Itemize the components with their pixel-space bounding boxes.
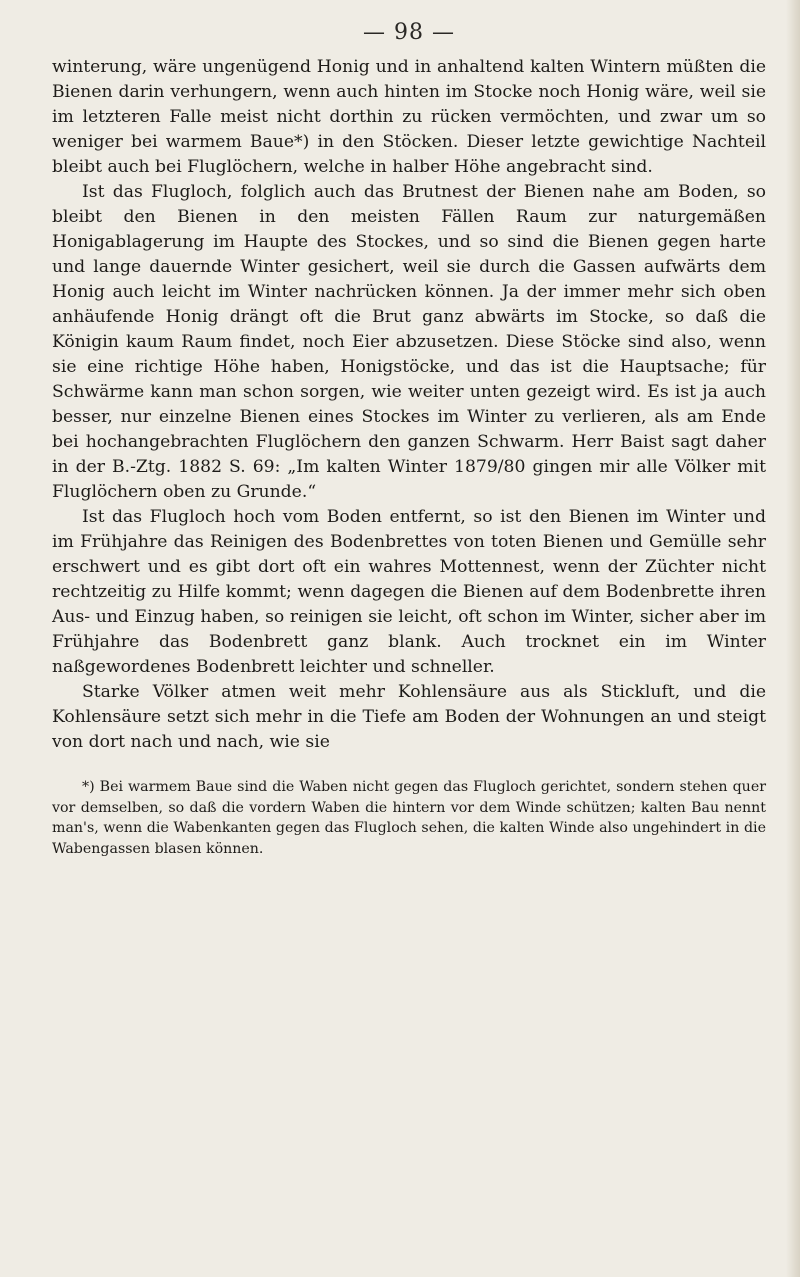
main-text (52, 55, 766, 755)
page-number: — 98 — (363, 20, 455, 45)
footnote (52, 777, 766, 859)
paragraph-1: winterung, wäre ungenügend Honig und in anhaltend kalten Wintern müßten die Bienen darin verhungern, wenn auch hinten im Stocke noch Honig wäre, weil sie im letzteren Falle meist nicht dorthin zu rücken vermöchten, und zwar um so weniger bei warmem Baue*) in den Stöcken. Dieser letzte gewichtige Nachteil bleibt auch bei Fluglöchern, welche in halber Höhe angebracht sind. (52, 57, 766, 177)
footnote-text: *) Bei warmem Baue sind die Waben nicht gegen das Flugloch gerichtet, sondern stehen quer vor demselben, so daß die vordern Waben die hintern vor dem Winde schützen; kalten Bau nennt man's, wenn die Wabenkanten gegen das Flugloch sehen, die kalten Winde also ungehindert in die Wabengassen blasen können. (52, 779, 766, 857)
paragraph-3: Ist das Flugloch hoch vom Boden entfernt, so ist den Bienen im Winter und im Frühjahre das Reinigen des Bodenbrettes von toten Bienen und Gemülle sehr erschwert und es gibt dort oft ein wahres Mottennest, wenn der Züchter nicht rechtzeitig zu Hilfe kommt; wenn dagegen die Bienen auf dem Bodenbrette ihren Aus- und Einzug haben, so reinigen sie leicht, oft schon im Winter, sicher aber im Frühjahre das Bodenbrett ganz blank. Auch trocknet ein im Winter naßgewordenes Bodenbrett leichter und schneller. (52, 507, 766, 677)
paragraph-4: Starke Völker atmen weit mehr Kohlensäure aus als Stickluft, und die Kohlensäure setzt sich mehr in die Tiefe am Boden der Wohnungen an und steigt von dort nach und nach, wie sie (52, 682, 766, 752)
page-edge-shadow (786, 0, 800, 1277)
paragraph-2: Ist das Flugloch, folglich auch das Brutnest der Bienen nahe am Boden, so bleibt den Bienen in den meisten Fällen Raum zur naturgemäßen Honigablagerung im Haupte des Stockes, und so sind die Bienen gegen harte und lange dauernde Winter gesichert, weil sie durch die Gassen aufwärts dem Honig auch leicht im Winter nachrücken können. Ja der immer mehr sich oben anhäufende Honig drängt oft die Brut ganz abwärts im Stocke, so daß die Königin kaum Raum findet, noch Eier abzusetzen. Diese Stöcke sind also, wenn sie eine richtige Höhe haben, Honigstöcke, und das ist die Hauptsache; für Schwärme kann man schon sorgen, wie weiter unten gezeigt wird. Es ist ja auch besser, nur einzelne Bienen eines Stockes im Winter zu verlieren, als am Ende bei hochangebrachten Fluglöchern den ganzen Schwarm. Herr Baist sagt daher in der B.-Ztg. 1882 S. 69: „Im kalten Winter 1879/80 gingen mir alle Völker mit Fluglöchern oben zu Grunde.“ (52, 182, 766, 502)
